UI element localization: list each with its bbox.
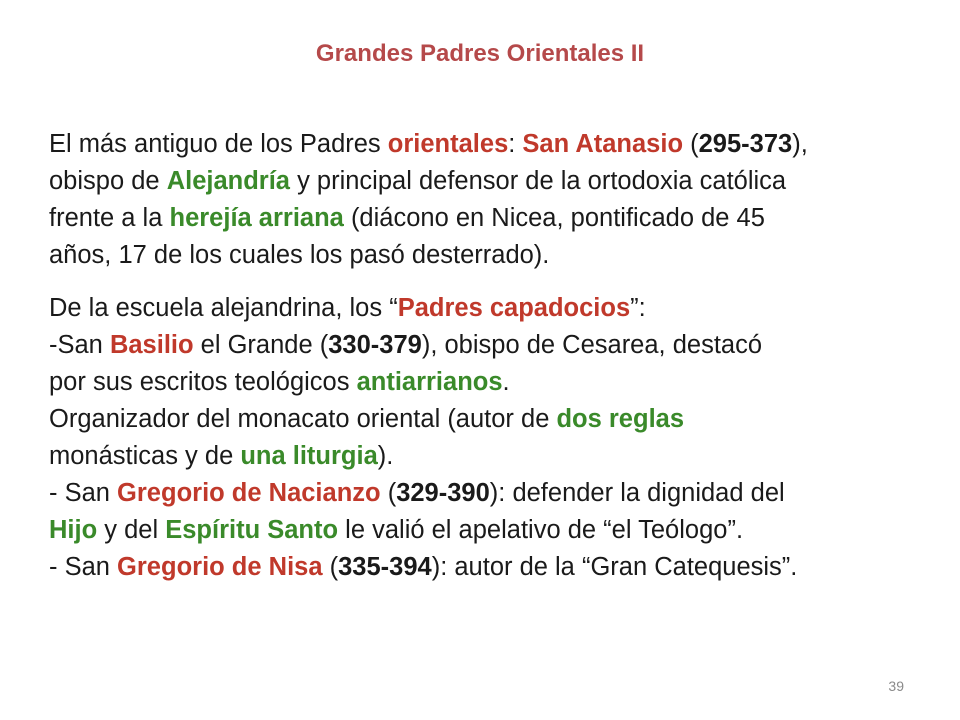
emphasis-hijo: Hijo <box>49 516 98 544</box>
text-run: y principal defensor de la ortodoxia católica <box>289 167 787 195</box>
text-run: ( <box>683 130 699 158</box>
text-run: ), obispo de Cesarea, destacó <box>421 331 763 359</box>
text-run: frente a la <box>49 204 170 232</box>
emphasis-dos-reglas: dos reglas <box>556 405 685 433</box>
page-number: 39 <box>888 678 904 694</box>
dates-basilio: 330-379 <box>328 331 422 359</box>
text-run: De la escuela alejandrina, los “ <box>49 294 398 322</box>
emphasis-san-atanasio: San Atanasio <box>522 130 684 158</box>
text-run: monásticas y de <box>49 442 241 470</box>
text-run: años, 17 de los cuales los pasó desterrado). <box>49 241 550 269</box>
text-run: : <box>508 130 523 158</box>
text-run: ): defender la dignidad del <box>489 479 785 507</box>
emphasis-orientales: orientales <box>387 130 509 158</box>
emphasis-gregorio-nisa: Gregorio de Nisa <box>117 553 323 581</box>
emphasis-basilio: Basilio <box>109 331 194 359</box>
emphasis-gregorio-nacianzo: Gregorio de Nacianzo <box>117 479 381 507</box>
text-run: El más antiguo de los Padres <box>49 130 388 158</box>
slide-title: Grandes Padres Orientales II <box>315 40 645 67</box>
text-run: le valió el apelativo de “el Teólogo”. <box>338 516 744 544</box>
text-run: el Grande ( <box>193 331 329 359</box>
text-run: -San <box>49 331 110 359</box>
dates-atanasio: 295-373 <box>698 130 793 158</box>
emphasis-antiarrianos: antiarrianos <box>356 368 503 396</box>
text-run: - San <box>49 553 118 581</box>
paragraph-capadocios <box>49 290 929 586</box>
text-run: ( <box>380 479 397 507</box>
text-run: ”: <box>630 294 646 322</box>
text-run: ): autor de la “Gran Catequesis”. <box>431 553 798 581</box>
emphasis-padres-capadocios: Padres capadocios <box>397 294 631 322</box>
emphasis-una-liturgia: una liturgia <box>240 442 378 470</box>
emphasis-herejia-arriana: herejía arriana <box>169 204 344 232</box>
text-run: ), <box>792 130 808 158</box>
text-run: por sus escritos teológicos <box>49 368 357 396</box>
text-run: obispo de <box>49 167 167 195</box>
text-run: Organizador del monacato oriental (autor de <box>49 405 557 433</box>
emphasis-espiritu-santo: Espíritu Santo <box>165 516 339 544</box>
emphasis-alejandria: Alejandría <box>166 167 290 195</box>
text-run: (diácono en Nicea, pontificado de 45 <box>343 204 765 232</box>
dates-nacianzo: 329-390 <box>396 479 490 507</box>
slide-body <box>49 126 929 586</box>
text-run: ). <box>377 442 394 470</box>
dates-nisa: 335-394 <box>338 553 432 581</box>
text-run: y del <box>97 516 166 544</box>
text-run: ( <box>322 553 339 581</box>
text-run: . <box>502 368 510 396</box>
paragraph-atanasio <box>49 126 929 274</box>
text-run: - San <box>49 479 118 507</box>
